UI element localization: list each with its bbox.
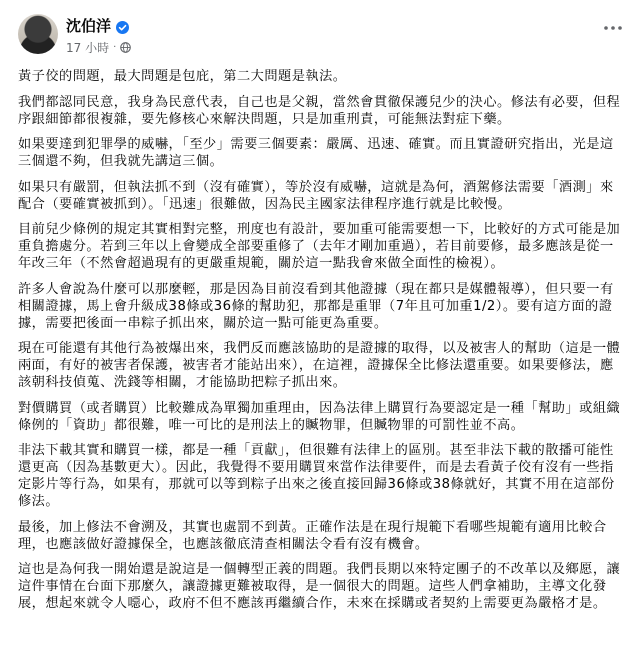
- post-meta: [66, 14, 131, 56]
- separator-dot: ·: [113, 42, 117, 53]
- post-subline: [66, 39, 131, 56]
- post-paragraph: 非法下載其實和購買一樣，都是一種「貢獻」，但很難有法律上的區別。甚至非法下載的散播可能性還更高（因為基數更大）。因此，我覺得不要用購買來當作法律要件，而是去看黃子佼有沒有一些指定影片等行為，如果有，那就可以等到粽子出來之後直接回歸36條或38條就好，其實不用在這部份修法。: [18, 443, 615, 509]
- more-options-icon[interactable]: [599, 18, 627, 38]
- author-name[interactable]: 沈伯洋: [66, 17, 112, 35]
- post-paragraph: 目前兒少條例的規定其實相對完整，刑度也有設計，要加重可能需要想一下，比較好的方式可能是加重負擔處分。若到三年以上會變成全部要重修了（去年才剛加重過），若目前要修，最多應該是從一年改三年（不然會超過現有的更嚴重規範，關於這一點我會來做全面性的檢視）。: [18, 222, 621, 271]
- post-paragraph: 這也是為何我一開始還是說這是一個轉型正義的問題。我們長期以來特定團子的不改革以及鄉愿，讓這件事情在台面下那麼久，讓證據更難被取得，是一個很大的問題。這些人們拿補助，主導文化發展，想起來就令人噁心，政府不但不應該再繼續合作，未來在採購或者契約上需要更為嚴格才是。: [18, 562, 621, 611]
- post-header: [18, 14, 629, 58]
- post-paragraph: 最後，加上修法不會溯及，其實也處罰不到黃。正確作法是在現行規範下看哪些規範有適用比較合理，也應該做好證據保全，也應該徹底清查相關法令看有沒有機會。: [18, 519, 607, 552]
- post-paragraph: 現在可能還有其他行為被爆出來，我們反而應該協助的是證據的取得，以及被害人的幫助（這是一體兩面，有好的被害者保護，被害者才能站出來），在這裡，證據保全比修法還重要。如果要修法，應該朝科技偵蒐、洗錢等相關，才能協助把粽子抓出來。: [18, 341, 621, 390]
- verified-badge-icon: [116, 19, 129, 32]
- post-body: [18, 68, 626, 612]
- post-paragraph: 對價購買（或者購買）比較難成為單獨加重理由，因為法律上購買行為要認定是一種「幫助」或組織條例的「資助」都很難，唯一可比的是刑法上的贓物罪，但贓物罪的可罰性並不高。: [18, 400, 621, 433]
- post-paragraph: 許多人會說為什麼可以那麼輕，那是因為目前沒看到其他證據（現在都只是媒體報導），但只要一有相關證據，馬上會升級成38條或36條的幫助犯，那都是重罪（7年且可加重1/2）。要有這方面的證據，需要把後面一串粽子抓出來，關於這一點可能更為重要。: [18, 281, 614, 331]
- post-paragraph: 如果要達到犯罪學的威嚇，「至少」需要三個要素：嚴厲、迅速、確實。而且實證研究指出，光是這三個還不夠，但我就先講這三個。: [18, 137, 614, 169]
- author-row: [66, 15, 131, 36]
- post-paragraph: 我們都認同民意，我身為民意代表，自己也是父親，當然會貫徹保護兒少的決心。修法有必要，但程序跟細節都很複雜，要先修核心來解決問題，只是加重刑責，可能無法對症下藥。: [18, 94, 621, 127]
- globe-icon[interactable]: [120, 42, 131, 53]
- author-avatar[interactable]: [18, 14, 58, 54]
- post-paragraph: 黃子佼的問題，最大問題是包庇，第二大問題是執法。: [18, 69, 347, 84]
- post-timestamp[interactable]: 17 小時: [66, 41, 110, 55]
- post-paragraph: 如果只有嚴罰，但執法抓不到（沒有確實），等於沒有威嚇，這就是為何，酒駕修法需要「酒測」來配合（要確實被抓到）。「迅速」很難做，因為民主國家法律程序進行就是比較慢。: [18, 179, 614, 212]
